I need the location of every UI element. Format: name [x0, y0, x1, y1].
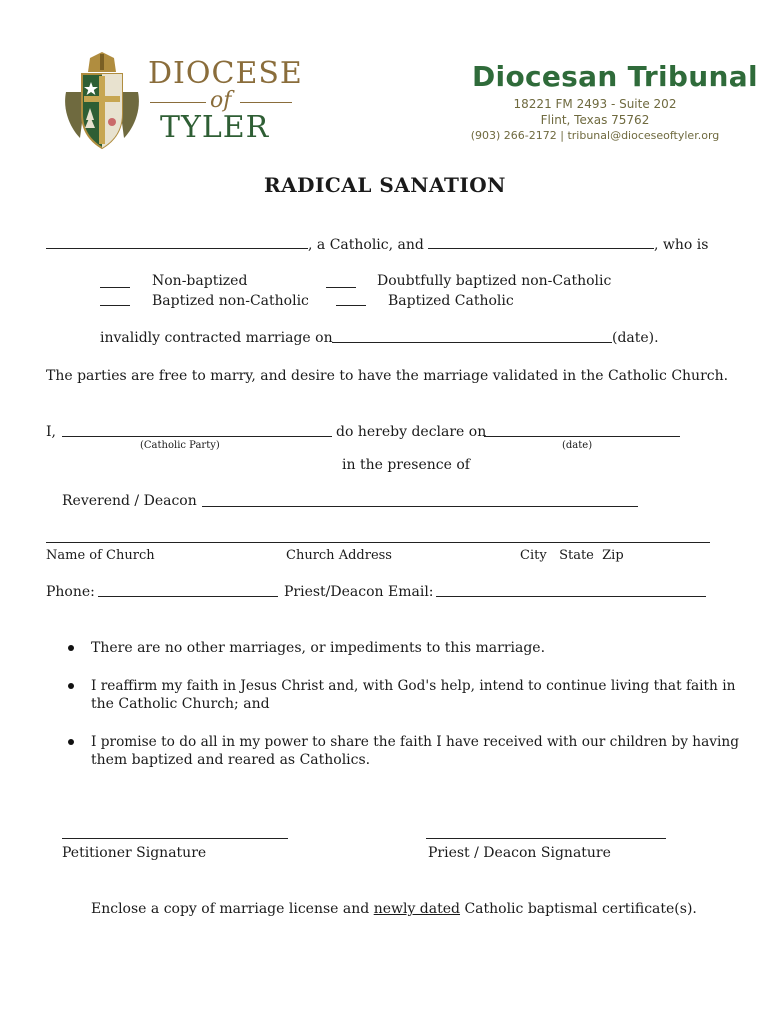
date-suffix: (date). [612, 330, 659, 346]
priest-signature-line[interactable] [426, 838, 666, 839]
church-info-line[interactable] [46, 542, 710, 543]
bullet-no-impediments: There are no other marriages, or impediments to this marriage. [91, 640, 546, 656]
enclose-after: Catholic baptismal certificate(s). [464, 901, 697, 917]
catholic-text: , a Catholic, and [308, 237, 424, 253]
declaration-date-line[interactable] [484, 436, 680, 437]
invalid-marriage-text: invalidly contracted marriage on [100, 330, 333, 346]
address-line-2: Flint, Texas 75762 [540, 113, 650, 127]
email-line[interactable] [436, 596, 706, 597]
petitioner-signature-label: Petitioner Signature [62, 845, 207, 861]
bullet-dot [68, 683, 74, 689]
who-is-text: , who is [654, 237, 709, 253]
church-name-label: Name of Church [46, 548, 155, 563]
city-state-zip-label: City State Zip [520, 548, 624, 563]
bullet-dot [68, 739, 74, 745]
party-one-name-line[interactable] [46, 248, 308, 249]
bullet-share-faith-cont: them baptized and reared as Catholics. [91, 752, 371, 768]
phone-label: Phone: [46, 584, 95, 600]
petitioner-signature-line[interactable] [62, 838, 288, 839]
bullet-dot [68, 645, 74, 651]
diocese-word: DIOCESE [148, 56, 303, 91]
i-prefix: I, [46, 424, 56, 440]
enclose-underlined: newly dated [373, 901, 460, 917]
party-two-name-line[interactable] [428, 248, 654, 249]
presence-text: in the presence of [342, 457, 470, 473]
diocese-logo [60, 52, 303, 152]
declare-text: do hereby declare on [336, 424, 487, 440]
bullet-reaffirm-faith-cont: the Catholic Church; and [91, 696, 270, 712]
email-label: Priest/Deacon Email: [284, 584, 434, 600]
option-doubtfully-baptized: Doubtfully baptized non-Catholic [377, 273, 612, 289]
free-to-marry-text: The parties are free to marry, and desire to have the marriage validated in the Catholic Church. [46, 368, 729, 384]
catholic-party-line[interactable] [62, 436, 332, 437]
tyler-word: TYLER [160, 110, 270, 145]
baptized-catholic-checkline[interactable] [336, 305, 366, 306]
option-baptized-non-catholic: Baptized non-Catholic [152, 293, 309, 309]
catholic-party-label: (Catholic Party) [140, 440, 220, 451]
enclose-before: Enclose a copy of marriage license and [91, 901, 370, 917]
coat-of-arms-icon [60, 52, 144, 152]
reverend-name-line[interactable] [202, 506, 638, 507]
marriage-date-line[interactable] [332, 342, 612, 343]
bullet-share-faith: I promise to do all in my power to share the faith I have received with our children by having [91, 734, 739, 750]
option-non-baptized: Non-baptized [152, 273, 248, 289]
enclose-note [91, 900, 697, 918]
bullet-reaffirm-faith: I reaffirm my faith in Jesus Christ and, with God's help, intend to continue living that faith in [91, 678, 736, 694]
tribunal-title: Diocesan Tribunal [472, 60, 758, 93]
church-address-label: Church Address [286, 548, 392, 563]
phone-line[interactable] [98, 596, 278, 597]
non-baptized-checkline[interactable] [100, 287, 130, 288]
contact-line: (903) 266-2172 | tribunal@dioceseoftyler.org [470, 129, 720, 142]
doubtfully-checkline[interactable] [326, 287, 356, 288]
baptized-non-catholic-checkline[interactable] [100, 305, 130, 306]
address-line-1: 18221 FM 2493 - Suite 202 [513, 97, 677, 111]
diocese-divider-left [150, 102, 206, 103]
diocese-of: of [210, 88, 232, 113]
priest-signature-label: Priest / Deacon Signature [428, 845, 611, 861]
reverend-label: Reverend / Deacon [62, 493, 197, 509]
tribunal-address [470, 96, 720, 144]
declaration-date-label: (date) [562, 440, 593, 451]
document-title: RADICAL SANATION [264, 173, 506, 197]
diocese-divider-right [240, 102, 292, 103]
option-baptized-catholic: Baptized Catholic [388, 293, 514, 309]
